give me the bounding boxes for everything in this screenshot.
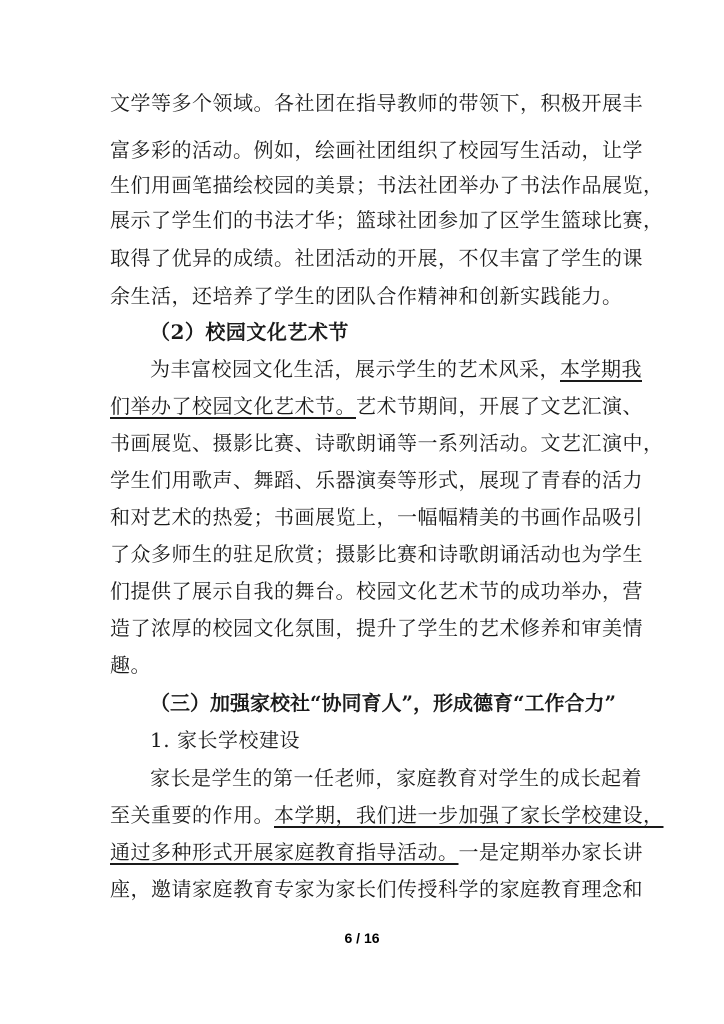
text-line: 富多彩的活动。例如，绘画社团组织了校园写生活动，让学 — [110, 138, 643, 162]
text-line: 们举办了校园文化艺术节。艺术节期间，开展了文艺汇演、 — [110, 394, 643, 418]
text-line: 座，邀请家庭教育专家为家长们传授科学的家庭教育理念和 — [110, 877, 643, 901]
text-line: 学生们用歌声、舞蹈、乐器演奏等形式，展现了青春的活力 — [110, 468, 643, 492]
text-line: 生们用画笔描绘校园的美景；书法社团举办了书法作品展览， — [110, 173, 664, 197]
text-line: 了众多师生的驻足欣赏；摄影比赛和诗歌朗诵活动也为学生 — [110, 542, 643, 566]
text-line: 为丰富校园文化生活，展示学生的艺术风采，本学期我 — [150, 357, 642, 381]
text-line: 展示了学生们的书法才华；篮球社团参加了区学生篮球比赛， — [110, 208, 664, 232]
subsection-heading: （2）校园文化艺术节 — [150, 320, 349, 344]
section-heading: （三）加强家校社“协同育人”，形成德育“工作合力” — [150, 691, 617, 715]
text-line: 家长是学生的第一任老师，家庭教育对学生的成长起着 — [150, 766, 642, 790]
underlined-text: 本学期我 — [560, 357, 642, 381]
text-line: 通过多种形式开展家庭教育指导活动。一是定期举办家长讲 — [110, 840, 643, 864]
text-line: 取得了优异的成绩。社团活动的开展，不仅丰富了学生的课 — [110, 246, 643, 270]
text-line: 和对艺术的热爱；书画展览上，一幅幅精美的书画作品吸引 — [110, 505, 643, 529]
text-line: 趣。 — [110, 653, 151, 677]
underlined-text: 们举办了校园文化艺术节。 — [110, 394, 356, 418]
text-line: 书画展览、摄影比赛、诗歌朗诵等一系列活动。文艺汇演中， — [110, 431, 664, 455]
page-number: 6 / 16 — [344, 930, 380, 946]
text-line: 余生活，还培养了学生的团队合作精神和创新实践能力。 — [110, 284, 623, 308]
text-line: 文学等多个领域。各社团在指导教师的带领下，积极开展丰 — [110, 91, 643, 115]
underlined-text: 本学期，我们进一步加强了家长学校建设， — [274, 803, 664, 827]
subsection-heading: 1. 家长学校建设 — [150, 728, 300, 752]
text-line: 造了浓厚的校园文化氛围，提升了学生的艺术修养和审美情 — [110, 616, 643, 640]
underlined-text: 通过多种形式开展家庭教育指导活动。 — [110, 840, 459, 864]
text-line: 至关重要的作用。本学期，我们进一步加强了家长学校建设， — [110, 803, 664, 827]
text-line: 们提供了展示自我的舞台。校园文化艺术节的成功举办，营 — [110, 579, 643, 603]
